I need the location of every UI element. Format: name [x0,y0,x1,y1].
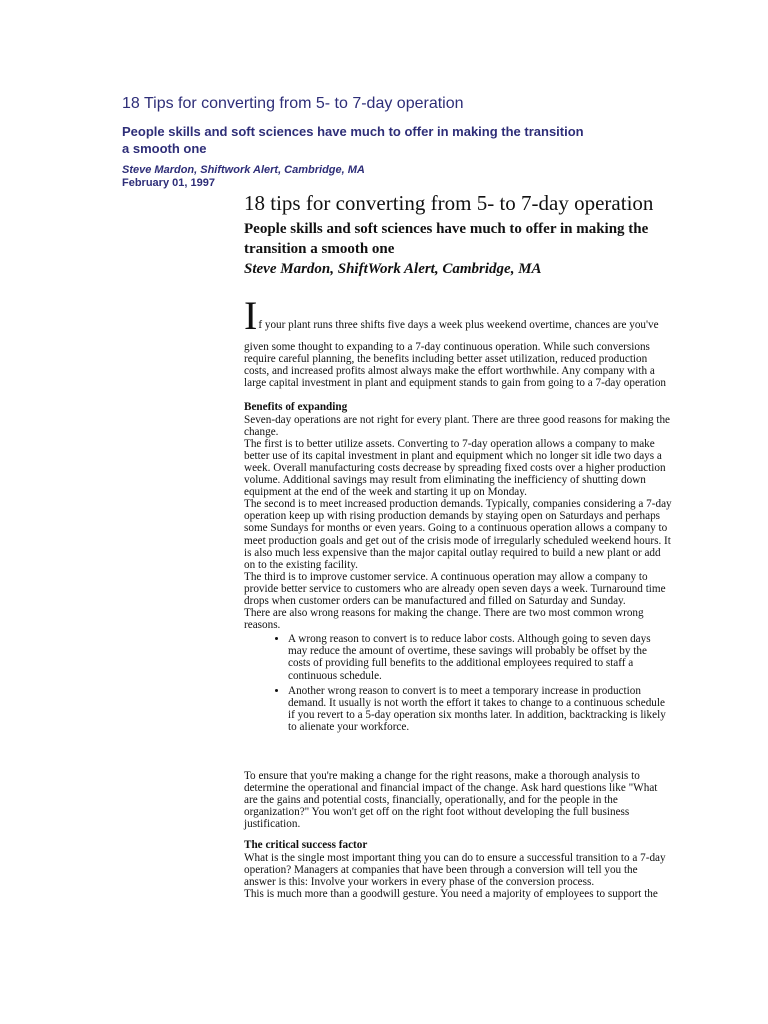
article-title: 18 tips for converting from 5- to 7-day operation [244,191,654,215]
paragraph: What is the single most important thing you can do to ensure a successful transition to a 7-day operation? Managers at companies that have been through a conversion will tell you the answer is this: Involve your workers in every phase of the conversion process. [244,851,666,888]
section-heading-benefits: Benefits of expanding [244,401,348,414]
intro-paragraph [244,293,672,390]
section-heading-critical: The critical success factor [244,839,368,852]
page-subtitle: People skills and soft sciences have much to offer in making the transition a smooth one [122,124,584,156]
list-item: • Another wrong reason to convert is to meet a temporary increase in production demand. It usually is not worth the effort it takes to change to a continuous schedule if you revert to a 5-day operation six months later. In addition, backtracking is likely to alienate your workforce. [288,685,672,733]
article-byline: Steve Mardon, ShiftWork Alert, Cambridge, MA [244,261,542,277]
paragraph: This is much more than a goodwill gesture. You need a majority of employees to support the [244,887,658,900]
paragraph: The third is to improve customer service. A continuous operation may allow a company to provide better service to customers who are already open seven days a week. Turnaround time drops when customer orders can be manufactured and filled on Saturday and Sunday. [244,570,666,607]
author-byline: Steve Mardon, Shiftwork Alert, Cambridge, MA [122,164,365,176]
paragraph: To ensure that you're making a change for the right reasons, make a thorough analysis to determine the operational and financial impact of the change. Ask hard questions like "What are the gains and potential costs, financially, operationally, and for the people in the organization?" You won't get off on the right foot without developing the full business justification. [244,770,658,831]
list-item: • A wrong reason to convert is to reduce labor costs. Although going to seven days may reduce the amount of overtime, these savings will probably be offset by the costs of providing full benefits to the additional employees required to staff a continuous schedule. [288,633,672,681]
paragraph: There are also wrong reasons for making the change. There are two most common wrong reasons. [244,607,644,632]
intro-first-line: f your plant runs three shifts five days a week plus weekend overtime, chances are you've [258,319,659,331]
page-title: 18 Tips for converting from 5- to 7-day operation [122,95,464,112]
drop-cap: I [244,293,258,338]
article-subtitle: People skills and soft sciences have much to offer in making the transition a smooth one [244,221,649,257]
intro-text: given some thought to expanding to a 7-day continuous operation. While such conversions require careful planning, the benefits including better asset utilization, reduced production costs, and increased profits almost always make the effort worthwhile. Any company with a large capital investment in plant and equipment stands to gain from going to a 7-day operation [244,341,667,390]
paragraph: The second is to meet increased production demands. Typically, companies considering a 7-day operation keep up with rising production demands by staying open on Saturdays and perhaps some Sundays for months or even years. Going to a continuous operation allows a company to meet production goals and get out of the crisis mode of irregularly scheduled weekend hours. It is also much less expensive than the major capital outlay required to build a new plant or add on to the existing facility. [244,498,672,571]
paragraph: Seven-day operations are not right for every plant. There are three good reasons for making the change. [244,413,671,438]
wrong-reasons-list [244,633,672,733]
article-body [244,190,672,900]
paragraph: The first is to better utilize assets. Converting to 7-day operation allows a company to make better use of its capital investment in plant and equipment which no longer sit idle two days a week. Overall manufacturing costs decrease by spreading fixed costs over a higher production volume. Additional savings may result from eliminating the inefficiency of shutting down equipment at the end of the week and starting it up on Monday. [244,437,666,499]
publish-date: February 01, 1997 [122,177,215,189]
